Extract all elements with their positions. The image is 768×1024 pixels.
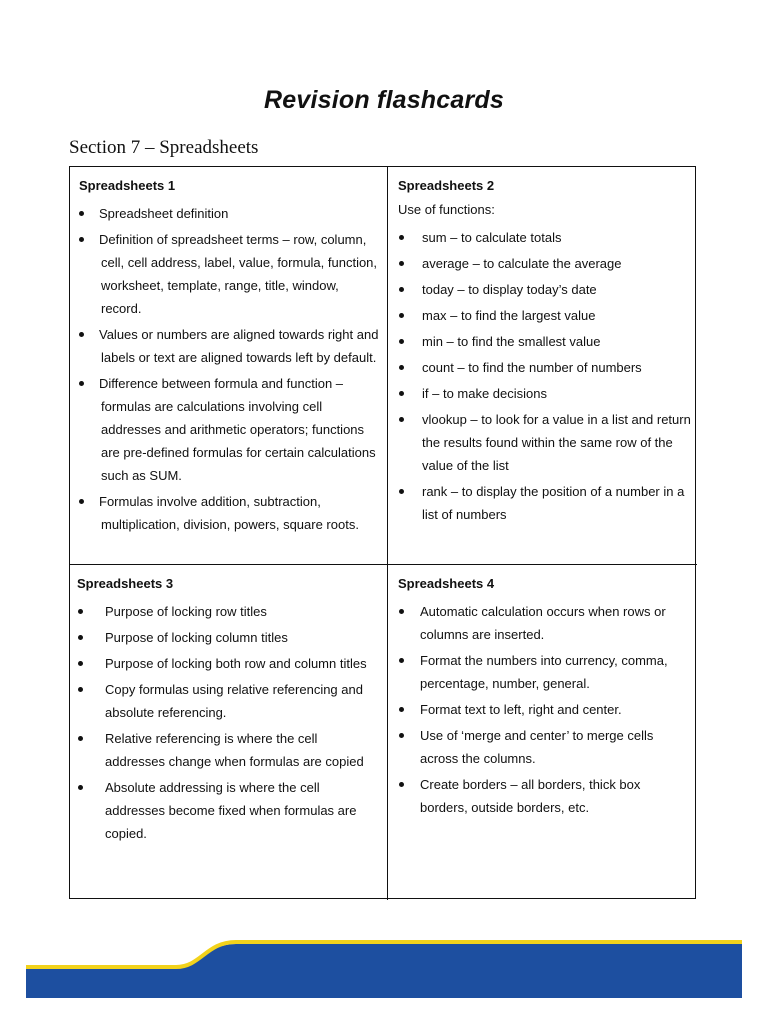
bullet-item — [398, 252, 691, 275]
bullet-item — [398, 330, 691, 353]
bullet-text: Spreadsheet definition — [99, 206, 229, 221]
bullet-list — [398, 226, 691, 526]
bullet-text: sum – to calculate totals — [422, 230, 562, 245]
bullet-text: if – to make decisions — [422, 386, 548, 401]
bullet-item — [77, 776, 381, 845]
bullet-text: Purpose of locking column titles — [105, 630, 288, 645]
bullet-list — [79, 202, 381, 536]
bullet-text: Copy formulas using relative referencing and absolute referencing. — [105, 682, 363, 720]
bullet-text: Use of ‘merge and center’ to merge cells across the columns. — [420, 728, 654, 766]
card-title: Spreadsheets 4 — [398, 576, 495, 591]
card-title: Spreadsheets 2 — [398, 178, 495, 193]
flashcard-spreadsheets-3 — [70, 565, 388, 900]
bullet-text: Definition of spreadsheet terms – row, column, cell, cell address, label, value, formula, function, worksheet, template, range, title, window, record. — [99, 232, 378, 316]
bullet-item — [77, 727, 381, 773]
footer-band — [26, 938, 742, 998]
bullet-item — [398, 408, 691, 477]
bullet-item — [79, 228, 381, 320]
bullet-text: vlookup – to look for a value in a list and return the results found within the same row of the value of the list — [422, 412, 691, 473]
bullet-item — [398, 278, 691, 301]
bullet-list — [398, 600, 691, 819]
section-heading: Section 7 – Spreadsheets — [69, 137, 259, 158]
bullet-item — [77, 678, 381, 724]
bullet-text: Formulas involve addition, subtraction, multiplication, division, powers, square roots. — [99, 494, 359, 532]
bullet-item — [398, 649, 691, 695]
card-title: Spreadsheets 1 — [79, 178, 176, 193]
bullet-item — [398, 356, 691, 379]
bullet-item — [398, 226, 691, 249]
bullet-text: today – to display today’s date — [422, 282, 597, 297]
bullet-item — [79, 372, 381, 487]
bullet-item — [398, 480, 691, 526]
footer-blue-band — [26, 944, 742, 998]
flashcard-spreadsheets-1 — [70, 167, 388, 565]
bullet-text: rank – to display the position of a number in a list of numbers — [422, 484, 685, 522]
bullet-item — [79, 202, 381, 225]
bullet-text: Format the numbers into currency, comma, percentage, number, general. — [420, 653, 668, 691]
page-title: Revision flashcards — [263, 86, 504, 114]
bullet-text: Format text to left, right and center. — [420, 702, 622, 717]
bullet-item — [79, 323, 381, 369]
flashcard-spreadsheets-2 — [388, 167, 697, 565]
bullet-text: Absolute addressing is where the cell addresses become fixed when formulas are copied. — [105, 780, 357, 841]
bullet-text: Create borders – all borders, thick box borders, outside borders, etc. — [420, 777, 641, 815]
bullet-text: count – to find the number of numbers — [422, 360, 642, 375]
bullet-item — [398, 773, 691, 819]
bullet-text: min – to find the smallest value — [422, 334, 601, 349]
bullet-item — [398, 724, 691, 770]
bullet-text: max – to find the largest value — [422, 308, 596, 323]
bullet-list — [77, 600, 381, 845]
bullet-item — [398, 304, 691, 327]
bullet-item — [77, 652, 381, 675]
bullet-text: average – to calculate the average — [422, 256, 622, 271]
card-title: Spreadsheets 3 — [77, 576, 174, 591]
bullet-item — [79, 490, 381, 536]
bullet-item — [398, 382, 691, 405]
bullet-item — [77, 626, 381, 649]
bullet-text: Values or numbers are aligned towards right and labels or text are aligned towards left by default. — [99, 327, 379, 365]
flashcard-spreadsheets-4 — [388, 565, 697, 900]
bullet-text: Difference between formula and function – formulas are calculations involving cell addresses and arithmetic operators; functions are pre-defined formulas for certain calculations such as SUM. — [99, 376, 376, 483]
bullet-text: Purpose of locking row titles — [105, 604, 267, 619]
bullet-text: Automatic calculation occurs when rows or columns are inserted. — [420, 604, 666, 642]
flashcard-grid — [69, 166, 696, 899]
bullet-text: Relative referencing is where the cell addresses change when formulas are copied — [105, 731, 364, 769]
bullet-text: Purpose of locking both row and column titles — [105, 656, 367, 671]
bullet-item — [398, 698, 691, 721]
card-intro: Use of functions: — [398, 202, 495, 217]
bullet-item — [77, 600, 381, 623]
bullet-item — [398, 600, 691, 646]
